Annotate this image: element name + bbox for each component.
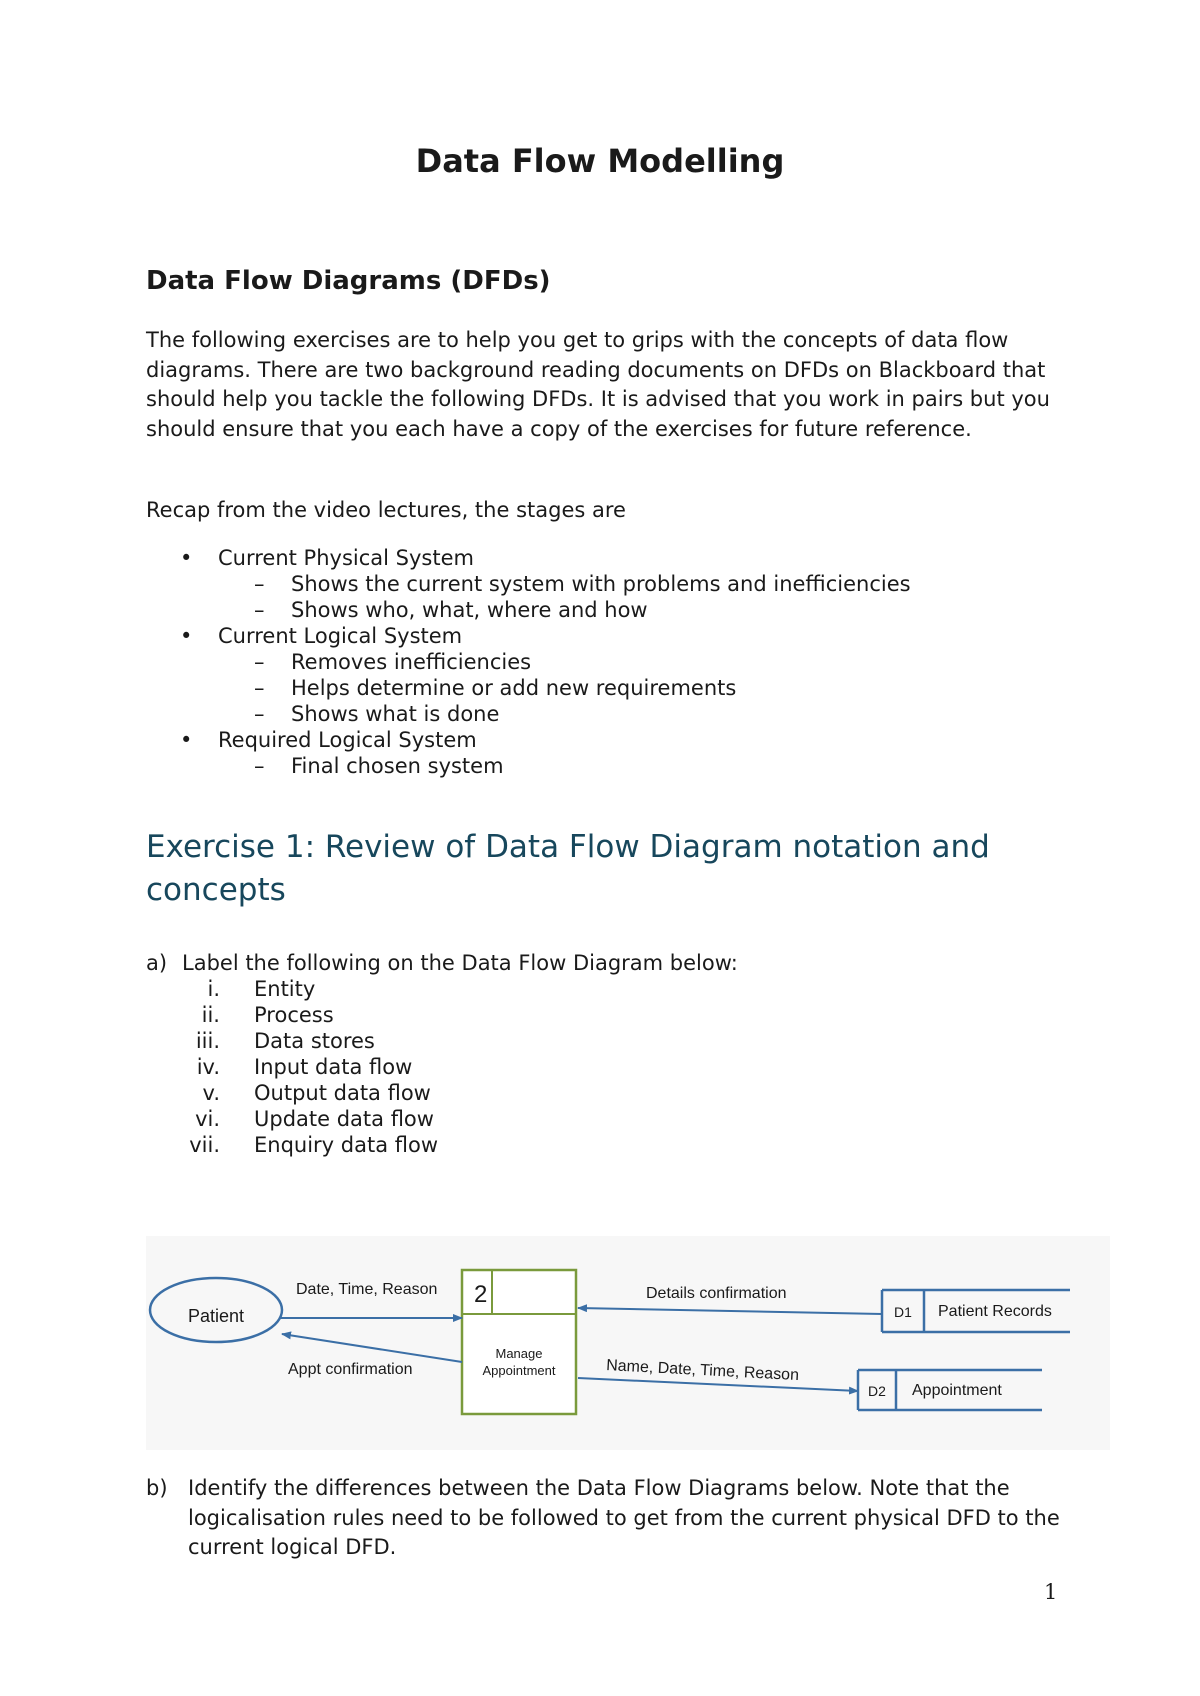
list-item (146, 1080, 746, 1106)
list-number: i. (207, 977, 220, 1001)
dash-icon: – (254, 676, 265, 700)
flow-label-store1-to-process: Details confirmation (646, 1285, 787, 1302)
list-item (146, 976, 746, 1002)
list-item-label: Output data flow (254, 1081, 431, 1105)
question-b (146, 1474, 1066, 1563)
exercise-heading: Exercise 1: Review of Data Flow Diagram notation and concepts (146, 829, 990, 908)
flow-arrow-process-to-store2 (578, 1378, 858, 1391)
label-items-list (146, 976, 746, 1158)
store1-name: Patient Records (938, 1303, 1052, 1320)
stage-label: Current Physical System (218, 546, 474, 570)
entity-patient-label: Patient (187, 1306, 245, 1326)
bullet-icon: • (180, 546, 193, 570)
list-number: v. (202, 1081, 220, 1105)
stages-list (146, 545, 1046, 779)
stage-subitem-label: Shows who, what, where and how (291, 598, 648, 622)
process-number: 2 (474, 1281, 488, 1308)
list-item-label: Input data flow (254, 1055, 413, 1079)
stage-subitem (146, 571, 1046, 597)
recap-line: Recap from the video lectures, the stages are (146, 498, 626, 522)
dash-icon: – (254, 572, 265, 596)
list-item-label: Data stores (254, 1029, 375, 1053)
question-text: Identify the differences between the Data Flow Diagrams below. Note that the logicalisation rules need to be followed to get from the current physical DFD to the current logical DFD. (188, 1476, 1060, 1559)
list-item (146, 1028, 746, 1054)
list-item (146, 1132, 746, 1158)
stage-subitem-label: Helps determine or add new requirements (291, 676, 737, 700)
store2-id: D2 (868, 1383, 886, 1399)
flow-label-process-to-store2: Name, Date, Time, Reason (605, 1357, 800, 1385)
stage-item (146, 623, 1046, 649)
stage-item (146, 727, 1046, 753)
stage-subitem (146, 675, 1046, 701)
dfd-diagram (146, 1236, 1110, 1450)
list-item (146, 1054, 746, 1080)
dash-icon: – (254, 702, 265, 726)
list-item-label: Update data flow (254, 1107, 434, 1131)
document-title: Data Flow Modelling (415, 142, 785, 180)
stage-subitem-label: Shows the current system with problems and inefficiencies (291, 572, 911, 596)
list-number: vi. (195, 1107, 220, 1131)
intro-paragraph: The following exercises are to help you get to grips with the concepts of data flow diagrams. There are two background reading documents on DFDs on Blackboard that should help you tackle the following DFDs. It is advised that you work in pairs but you should ensure that you each have a copy of the exercises for future reference. (146, 328, 1050, 441)
list-item (146, 1002, 746, 1028)
stage-subitem (146, 649, 1046, 675)
stage-subitem-label: Final chosen system (291, 754, 504, 778)
stage-subitem (146, 753, 1046, 779)
store1-id: D1 (894, 1304, 912, 1320)
bullet-icon: • (180, 624, 193, 648)
stage-item (146, 545, 1046, 571)
page-number: 1 (1044, 1580, 1058, 1604)
list-item (146, 1106, 746, 1132)
section-heading-dfds: Data Flow Diagrams (DFDs) (146, 266, 551, 296)
dfd-diagram-svg (146, 1236, 1110, 1450)
question-letter: a) (146, 951, 168, 975)
store2-name: Appointment (912, 1382, 1002, 1399)
list-item-label: Entity (254, 977, 316, 1001)
flow-arrow-store1-to-process (578, 1308, 882, 1314)
flow-arrow-process-to-patient (282, 1334, 462, 1362)
list-number: iv. (196, 1055, 220, 1079)
stage-label: Current Logical System (218, 624, 463, 648)
stage-subitem (146, 701, 1046, 727)
question-text: Label the following on the Data Flow Diagram below: (182, 951, 738, 975)
list-number: ii. (201, 1003, 220, 1027)
dash-icon: – (254, 754, 265, 778)
flow-label-patient-to-process: Date, Time, Reason (296, 1281, 438, 1298)
list-item-label: Process (254, 1003, 334, 1027)
process-name-line1: Manage (495, 1346, 543, 1361)
list-item-label: Enquiry data flow (254, 1133, 439, 1157)
stage-subitem (146, 597, 1046, 623)
stage-label: Required Logical System (218, 728, 477, 752)
stage-subitem-label: Removes inefficiencies (291, 650, 532, 674)
bullet-icon: • (180, 728, 193, 752)
dash-icon: – (254, 598, 265, 622)
flow-label-process-to-patient: Appt confirmation (288, 1361, 413, 1378)
list-number: iii. (195, 1029, 220, 1053)
list-number: vii. (189, 1133, 220, 1157)
stage-subitem-label: Shows what is done (291, 702, 500, 726)
dash-icon: – (254, 650, 265, 674)
process-name-line2: Appointment (482, 1363, 556, 1378)
question-letter: b) (146, 1476, 168, 1500)
